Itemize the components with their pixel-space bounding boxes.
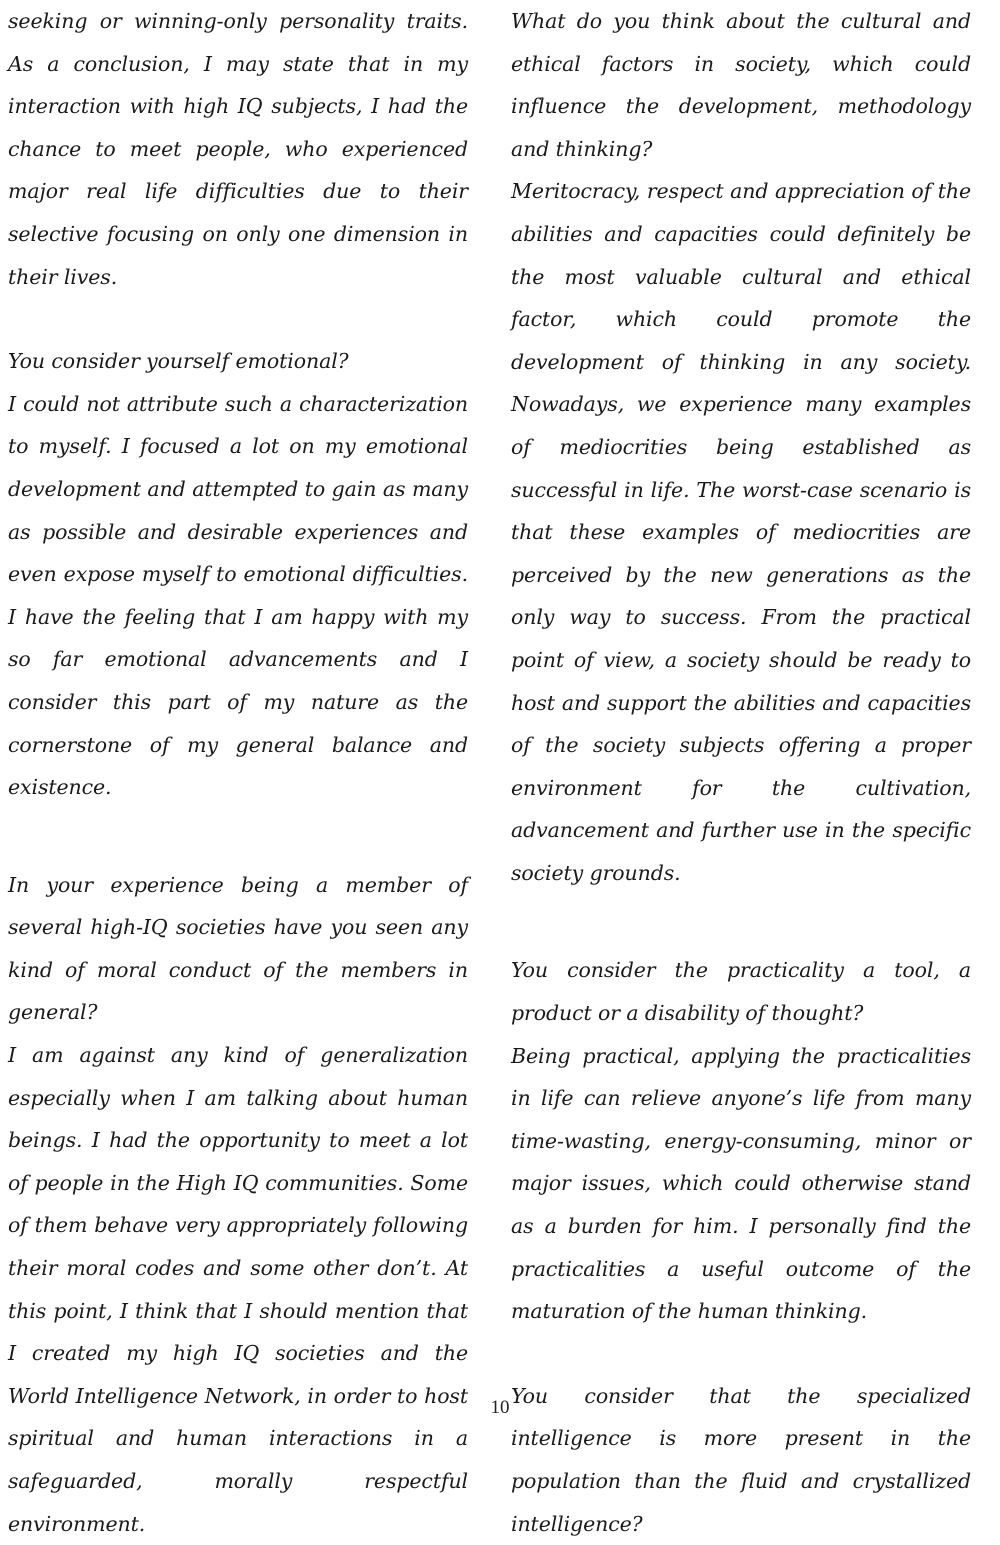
answer-practicality: Being practical, applying the practicalities in life can relieve anyone’s life from many time-wasting, energy-consuming, minor or major issues, which could otherwise stand as a burden for him. I personally find the practicalities a useful outcome of the maturation of the human thinking. [511,1043,971,1324]
answer-emotional: I could not attribute such a characterization to myself. I focused a lot on my emotional development and attempted to gain as many as possible and desirable experiences and even expose myself to emotional difficulties. I have the feeling that I am happy with my so far emotional advancements and I consider this part of my nature as the cornerstone of my general balance and existence. [8,391,468,800]
paragraph-conclusion: seeking or winning-only personality traits. As a conclusion, I may state that in my interaction with high IQ subjects, I had the chance to meet people, who experienced major real life difficulties due to their selective focusing on only one dimension in their lives. [8,9,468,289]
question-practicality: You consider the practicality a tool, a product or a disability of thought? [511,958,971,1026]
left-column [8,0,468,1545]
question-specialized-intelligence: You consider that the specialized intelligence is more present in the population than the fluid and crystallized intelligence? [511,1383,971,1536]
page-number: 10 [490,1397,510,1418]
answer-moral-conduct: I am against any kind of generalization especially when I am talking about human beings. I had the opportunity to meet a lot of people in the High IQ communities. Some of them behave very appropriately following their moral codes and some other don’t. At this point, I think that I should mention that I created my high IQ societies and the World Intelligence Network, in order to host spiritual and human interactions in a safeguarded, morally respectful environment. [8,1043,468,1536]
answer-cultural-factors: Meritocracy, respect and appreciation of the abilities and capacities could definitely be the most valuable cultural and ethical factor, which could promote the development of thinking in any society. Nowadays, we experience many examples of mediocrities being established as successful in life. The worst-case scenario is that these examples of mediocrities are perceived by the new generations as the only way to success. From the practical point of view, a society should be ready to host and support the abilities and capacities of the society subjects offering a proper environment for the cultivation, advancement and further use in the specific society grounds. [511,179,971,885]
question-emotional: You consider yourself emotional? [8,349,349,374]
question-moral-conduct: In your experience being a member of several high-IQ societies have you seen any kind of moral conduct of the members in general? [8,872,468,1025]
right-column [511,0,971,1545]
question-cultural-factors: What do you think about the cultural and ethical factors in society, which could influence the development, methodology and thinking? [511,9,971,161]
